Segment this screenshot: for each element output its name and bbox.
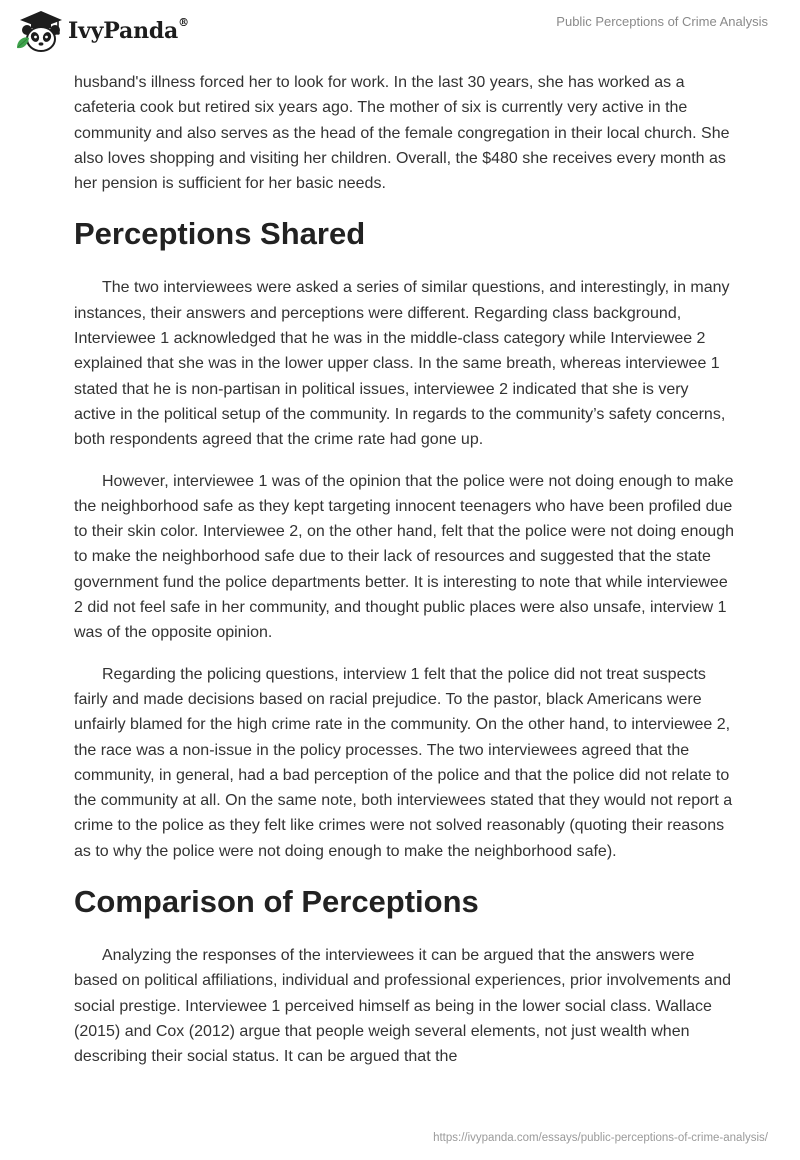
paragraph: Analyzing the responses of the interviewees it can be argued that the answers were based on political affiliations, individual and professional experiences, prior involvements and social prestige. Interviewee 1 perceived himself as being in the lower social class. Wallace (2015) and Cox (2012) argue that people weigh several elements, not just wealth when describing their social status. It can be argued that the [74, 947, 731, 1066]
paragraph: However, interviewee 1 was of the opinion that the police were not doing enough to make the neighborhood safe as they kept targeting innocent teenagers who have been profiled due to their skin color. Interviewee 2, on the other hand, felt that the police were not doing enough to make the neighborhood safe due to their lack of resources and suggested that the state government fund the police departments better. It is interesting to note that while interviewee 2 did not feel safe in her community, and thought public places were also unsafe, interview 1 was of the opposite opinion. [74, 472, 734, 642]
brand-name: IvyPanda® [68, 16, 189, 44]
page-header [0, 0, 800, 66]
registered-mark: ® [178, 16, 189, 29]
panda-graduate-icon [14, 8, 64, 54]
intro-paragraph: husband's illness forced her to look for work. In the last 30 years, she has worked as a cafeteria cook but retired six years ago. The mother of six is currently very active in the community and also serves as the head of the female congregation in their local church. She also loves shopping and visiting her children. Overall, the $480 she receives every month as her pension is sufficient for her basic needs. [74, 74, 730, 193]
document-title: Public Perceptions of Crime Analysis [556, 14, 768, 29]
section-heading-comparison-of-perceptions: Comparison of Perceptions [74, 884, 479, 920]
paragraph: The two interviewees were asked a series of similar questions, and interestingly, in many instances, their answers and perceptions were different. Regarding class background, Interviewee 1 acknowledged that he was in the middle-class category while Interviewee 2 explained that she was in the lower upper class. In the same breath, whereas interviewee 1 stated that he is non-partisan in political issues, interviewee 2 indicated that she is very active in the political setup of the community. In regards to the community’s safety concerns, both respondents agreed that the crime rate had gone up. [74, 279, 730, 449]
paragraph: Regarding the policing questions, interview 1 felt that the police did not treat suspects fairly and made decisions based on racial prejudice. To the pastor, black Americans were unfairly blamed for the high crime rate in the community. On the other hand, to interviewee 2, the race was a non-issue in the policy processes. The two interviewees agreed that the community, in general, had a bad perception of the police and that the police did not relate to the community at all. On the same note, both interviewees stated that they would not report a crime to the police as they felt like crimes were not solved reasonably (quoting their reasons as to why the police were not doing enough to make the neighborhood safe). [74, 665, 733, 860]
essay-content [74, 70, 734, 1086]
brand-logo[interactable] [14, 8, 189, 54]
section-heading-perceptions-shared: Perceptions Shared [74, 216, 366, 252]
source-url[interactable]: https://ivypanda.com/essays/public-perceptions-of-crime-analysis/ [433, 1132, 768, 1144]
